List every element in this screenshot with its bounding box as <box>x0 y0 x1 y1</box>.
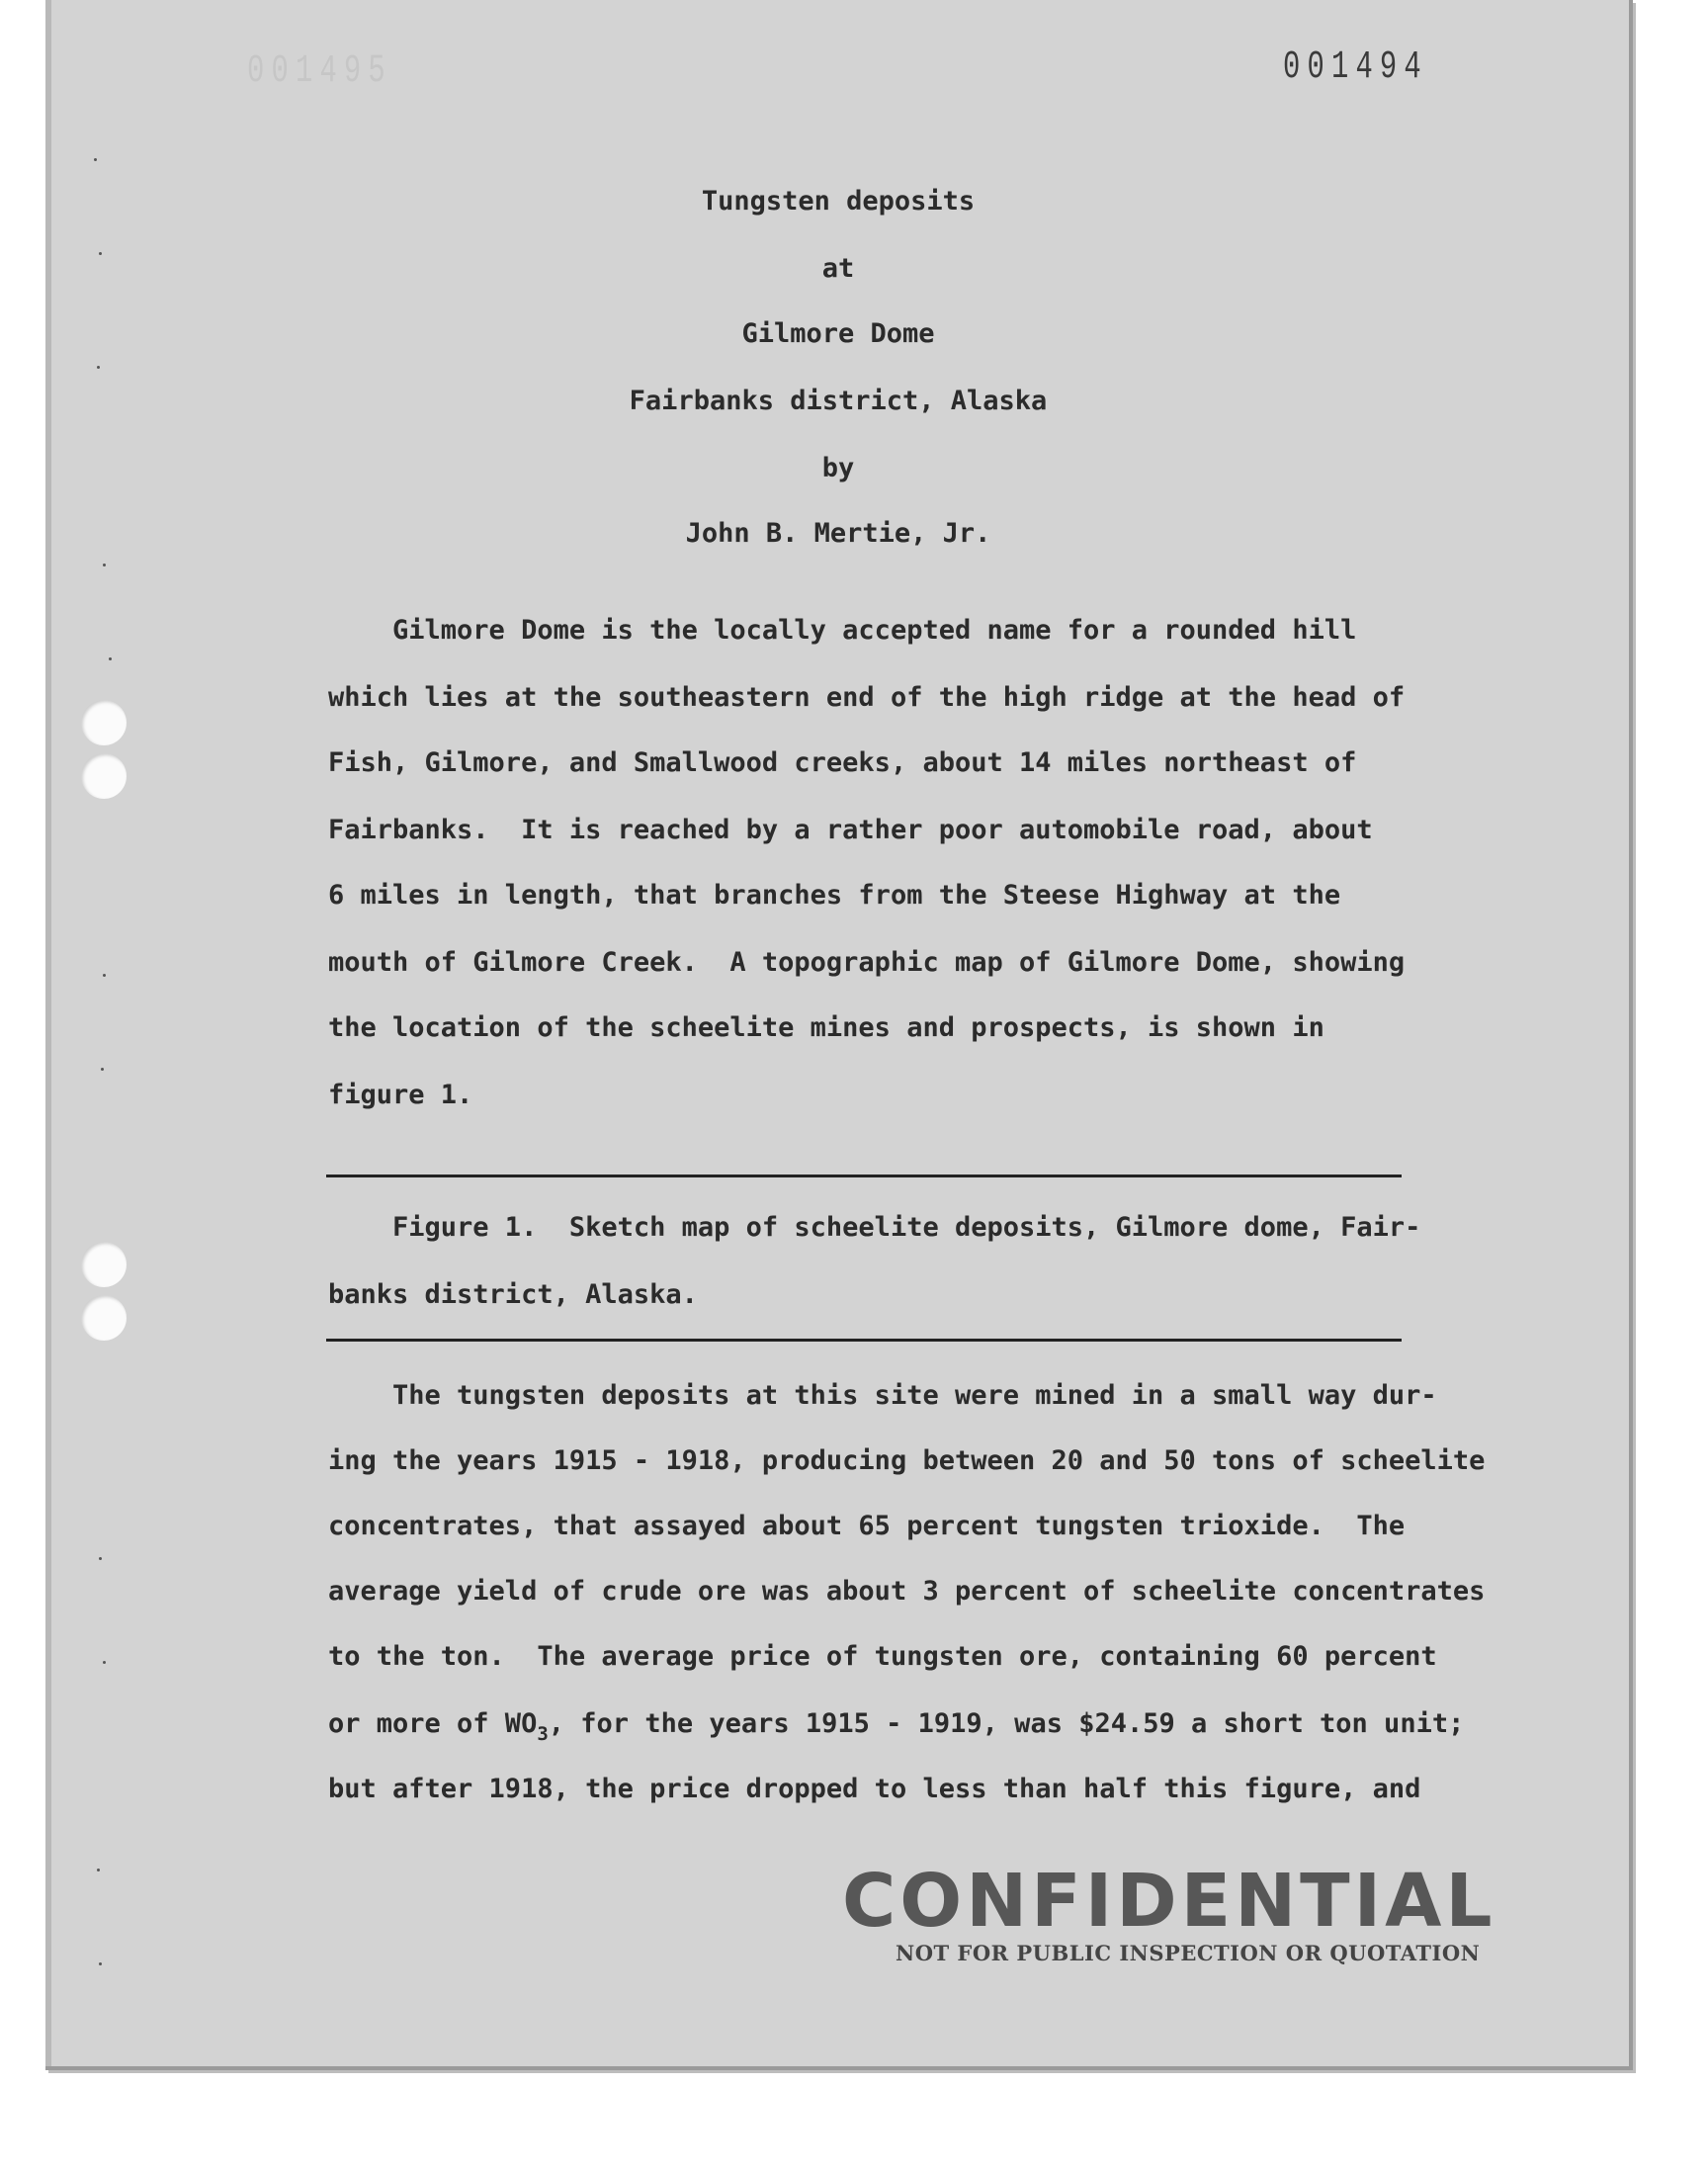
body-line: The tungsten deposits at this site were mined in a small way dur- <box>328 1380 1437 1411</box>
caption-rule-top <box>326 1174 1402 1177</box>
document-number: 001494 <box>1283 45 1428 90</box>
figure-caption-line: Figure 1. Sketch map of scheelite deposits, Gilmore dome, Fair- <box>328 1212 1421 1243</box>
intro-line: 6 miles in length, that branches from the Steese Highway at the <box>328 880 1341 911</box>
margin-speck <box>99 1962 102 1965</box>
margin-speck <box>99 1557 102 1560</box>
punch-hole <box>81 700 127 745</box>
wo3-subscript: 3 <box>537 1723 549 1745</box>
title-line: Fairbanks district, Alaska <box>629 386 1048 416</box>
title-line: at <box>821 253 855 284</box>
intro-line: Gilmore Dome is the locally accepted name for a rounded hill <box>328 615 1357 646</box>
ghost-document-number: 001495 <box>247 49 392 94</box>
body-line: but after 1918, the price dropped to less than half this figure, and <box>328 1774 1421 1804</box>
margin-speck <box>94 158 97 161</box>
margin-speck <box>101 1068 104 1071</box>
author-name: John B. Mertie, Jr. <box>685 518 991 549</box>
punch-hole <box>81 753 127 799</box>
wo3-after: , for the years 1915 - 1919, was $24.59 a short ton unit; <box>548 1708 1465 1739</box>
body-line: ing the years 1915 - 1918, producing between 20 and 50 tons of scheelite <box>328 1445 1486 1476</box>
margin-speck <box>109 657 112 660</box>
margin-speck <box>103 1661 106 1664</box>
body-line: concentrates, that assayed about 65 percent tungsten trioxide. The <box>328 1511 1406 1541</box>
byline-by: by <box>821 453 855 483</box>
body-line-wo3 <box>328 1706 1464 1744</box>
intro-line: the location of the scheelite mines and prospects, is shown in <box>328 1012 1324 1043</box>
margin-speck <box>97 1869 100 1871</box>
title-line: Gilmore Dome <box>741 318 935 349</box>
intro-line: Fish, Gilmore, and Smallwood creeks, about 14 miles northeast of <box>328 747 1357 778</box>
body-line: to the ton. The average price of tungsten ore, containing 60 percent <box>328 1641 1437 1672</box>
title-line: Tungsten deposits <box>701 186 976 217</box>
margin-speck <box>97 366 100 369</box>
caption-rule-bottom <box>326 1339 1402 1342</box>
punch-hole <box>81 1295 127 1341</box>
figure-caption-line: banks district, Alaska. <box>328 1279 698 1310</box>
intro-line: figure 1. <box>328 1080 473 1110</box>
margin-speck <box>103 564 106 566</box>
confidential-stamp: CONFIDENTIAL <box>842 1859 1496 1944</box>
intro-line: mouth of Gilmore Creek. A topographic map of Gilmore Dome, showing <box>328 947 1406 978</box>
intro-line: which lies at the southeastern end of the high ridge at the head of <box>328 682 1406 713</box>
body-line: average yield of crude ore was about 3 percent of scheelite concentrates <box>328 1576 1486 1607</box>
stamp-note: NOT FOR PUBLIC INSPECTION OR QUOTATION <box>896 1941 1481 1965</box>
punch-hole <box>81 1242 127 1287</box>
margin-speck <box>103 974 106 977</box>
wo3-before: or more of WO <box>328 1708 538 1739</box>
intro-line: Fairbanks. It is reached by a rather poor automobile road, about <box>328 815 1373 845</box>
